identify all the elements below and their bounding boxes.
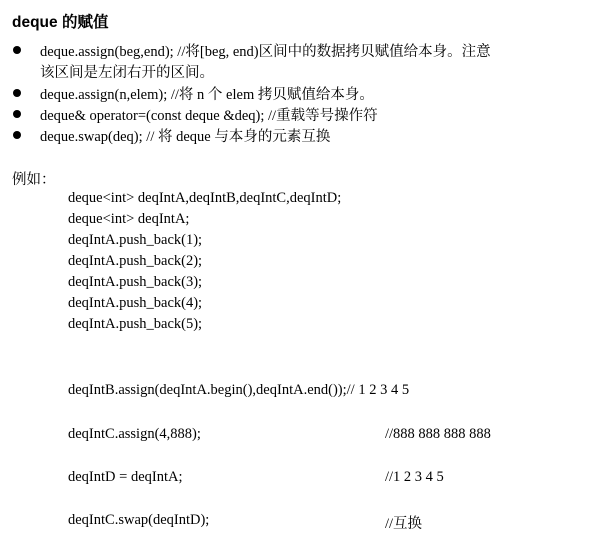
code-line: deqIntA.push_back(1); — [68, 232, 203, 248]
bullet-item — [12, 83, 592, 103]
bullet-item — [12, 40, 592, 60]
bullet-text: deque.assign(beg,end); //将[beg, end)区间中的数据拷贝赋值给本身。注意 — [40, 44, 491, 60]
statement-comment: //互换 — [385, 516, 423, 532]
statement-code: deqIntD = deqIntA; — [68, 469, 183, 485]
page-title: deque 的赋值 — [12, 14, 109, 31]
statement-code: deqIntB.assign(deqIntA.begin(),deqIntA.end());// 1 2 3 4 5 — [68, 382, 410, 398]
bullet-icon — [13, 46, 21, 54]
bullet-icon — [13, 89, 21, 97]
statement-comment: //888 888 888 888 — [385, 426, 491, 442]
bullet-item — [12, 104, 592, 124]
bullet-item — [12, 125, 592, 145]
bullet-continuation: 该区间是左闭右开的区间。 — [40, 65, 214, 81]
code-line: deqIntA.push_back(2); — [68, 253, 203, 269]
code-line: deqIntA.push_back(5); — [68, 316, 203, 332]
code-line: deque<int> deqIntA,deqIntB,deqIntC,deqIntD; — [68, 190, 342, 206]
code-line: deque<int> deqIntA; — [68, 211, 190, 227]
bullet-text: deque.swap(deq); // 将 deque 与本身的元素互换 — [40, 129, 331, 145]
bullet-text: deque.assign(n,elem); //将 n 个 elem 拷贝赋值给本身。 — [40, 87, 374, 103]
statement-code: deqIntC.assign(4,888); — [68, 426, 201, 442]
bullet-icon — [13, 131, 21, 139]
example-label: 例如： — [12, 172, 56, 188]
statement-code: deqIntC.swap(deqIntD); — [68, 512, 210, 528]
bullet-icon — [13, 110, 21, 118]
code-line: deqIntA.push_back(3); — [68, 274, 203, 290]
code-line: deqIntA.push_back(4); — [68, 295, 203, 311]
bullet-text: deque& operator=(const deque &deq); //重载等号操作符 — [40, 108, 378, 124]
statement-comment: //1 2 3 4 5 — [385, 469, 444, 485]
